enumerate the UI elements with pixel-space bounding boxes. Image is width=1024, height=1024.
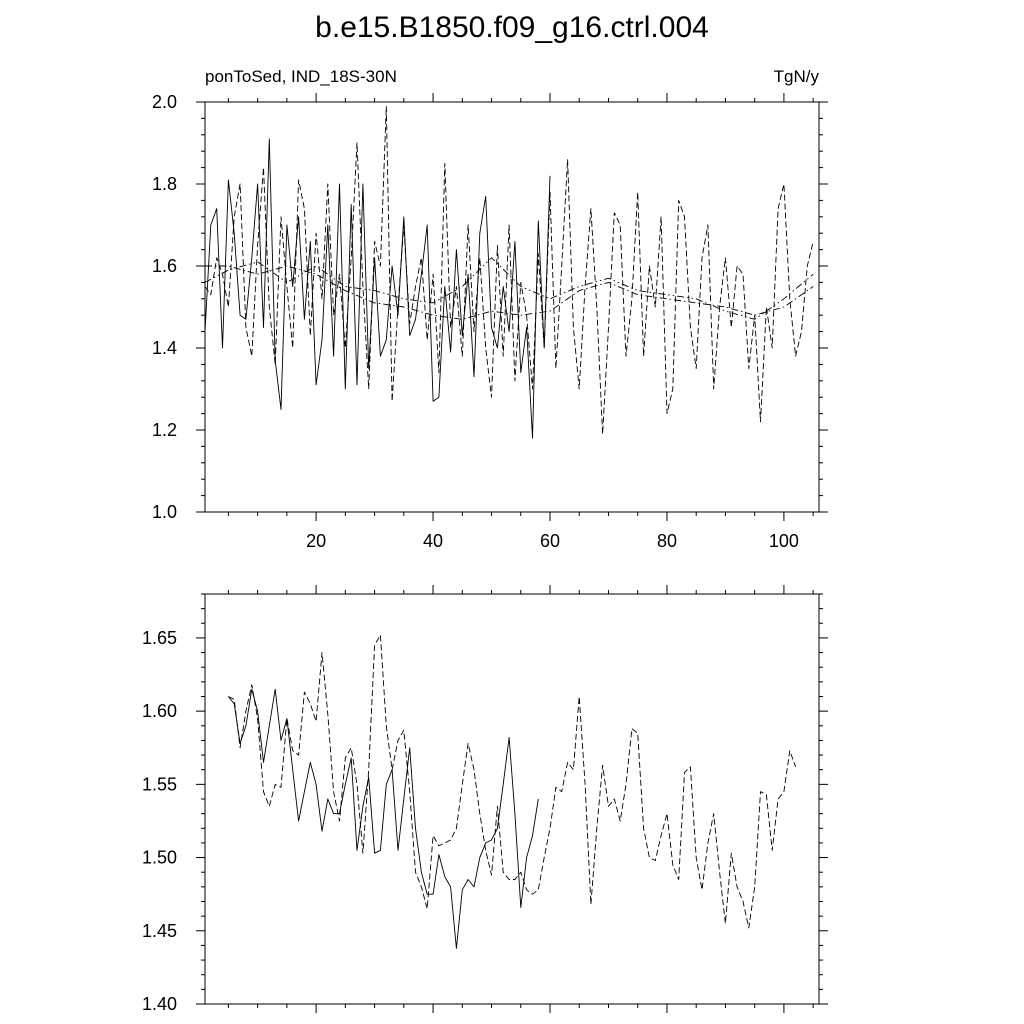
- y-tick-label: 1.6: [151, 256, 177, 276]
- chart-title: b.e15.B1850.f09_g16.ctrl.004: [315, 11, 709, 44]
- y-tick-label: 2.0: [151, 92, 177, 112]
- bottom-axis-ticks: [142, 585, 828, 1014]
- top-panel: [152, 67, 828, 551]
- x-tick-label: 40: [423, 531, 444, 551]
- y-tick-label: 1.4: [151, 338, 177, 358]
- x-tick-label: 20: [306, 531, 327, 551]
- y-tick-label: 1.65: [141, 627, 177, 648]
- y-tick-label: 1.8: [151, 174, 177, 194]
- subtitle-variable: ponToSed, IND_18S-30N: [205, 67, 397, 86]
- subtitle-units: TgN/y: [773, 67, 819, 86]
- x-tick-label: 100: [768, 531, 799, 551]
- y-tick-label: 1.2: [151, 420, 177, 440]
- top-axis-ticks: [152, 92, 828, 551]
- bottom-plot-frame: [205, 594, 819, 1004]
- y-tick-label: 1.50: [141, 847, 177, 868]
- x-tick-label: 60: [539, 531, 561, 551]
- series-line-dashed: [205, 106, 813, 434]
- series-line-solid: [205, 139, 550, 438]
- top-series-group: [205, 106, 813, 438]
- series-line-solid: [228, 689, 538, 948]
- y-tick-label: 1.40: [141, 994, 177, 1014]
- bottom-panel: [142, 585, 828, 1014]
- series-line-dash-dot: [205, 266, 813, 319]
- y-tick-label: 1.60: [141, 701, 177, 722]
- y-tick-label: 1.45: [141, 920, 177, 941]
- bottom-series-group: [228, 635, 795, 948]
- y-tick-label: 1.55: [141, 774, 177, 795]
- x-tick-label: 80: [656, 531, 677, 551]
- y-tick-label: 1.0: [151, 502, 177, 522]
